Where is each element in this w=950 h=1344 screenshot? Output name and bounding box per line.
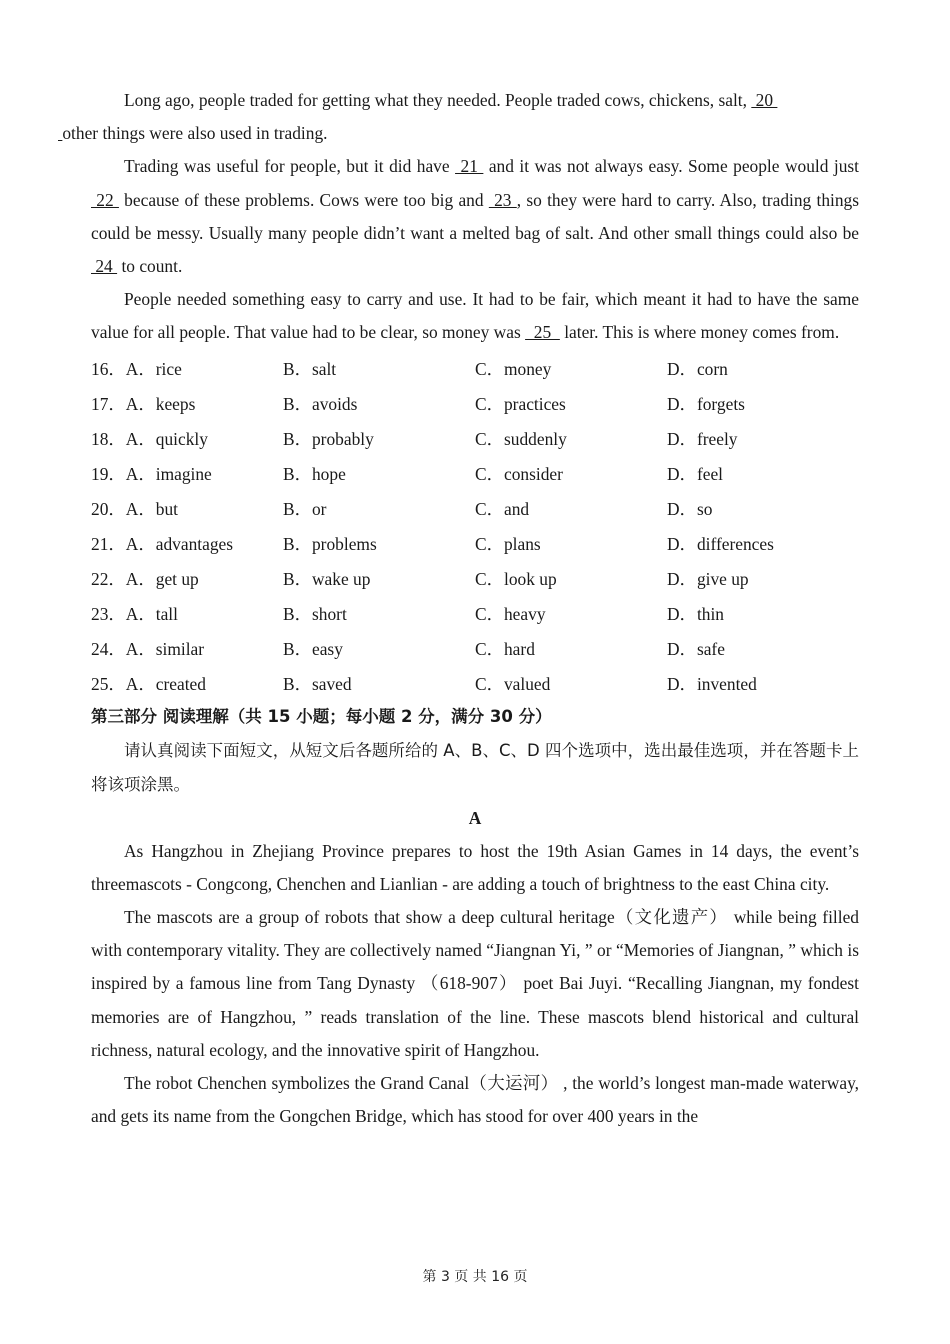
option-a: A．but: [125, 498, 178, 519]
blank-24: 24: [91, 256, 118, 277]
option-d: D．differences: [667, 533, 774, 554]
option-c: C．consider: [475, 463, 563, 484]
question-number: 22．: [91, 568, 126, 589]
section-title: 第三部分 阅读理解（共 15 小题；每小题 2 分，满分 30 分）: [91, 706, 552, 726]
passage-paragraph-2: The mascots are a group of robots that show a deep cultural heritage（文化遗产） while being filled with contemporary vitality. They are collectively named “Jiangnan Yi, ” or “Memories of Jiangnan, ” which is inspired by a famous line from Tang Dynasty （618-907） poet Bai Juyi. “Recalling Jiangnan, my fondest memories are of Hangzhou, ” reads translation of the line. These mascots blend historical and cultural richness, natural ecology, and the innovative spirit of Hangzhou.: [91, 907, 859, 1060]
blank-20: 20: [751, 90, 778, 110]
option-a: A．imagine: [125, 463, 212, 484]
option-b: B．easy: [283, 638, 343, 659]
option-b: B．short: [283, 603, 347, 624]
question-row: [91, 630, 859, 665]
question-number: 20．: [91, 498, 126, 519]
option-d: D．give up: [667, 568, 749, 589]
section-instructions: 请认真阅读下面短文，从短文后各题所给的 A、B、C、D 四个选项中，选出最佳选项，并在答题卡上将该项涂黑。: [91, 740, 859, 794]
option-c: C．hard: [475, 638, 535, 659]
option-a: A．advantages: [125, 533, 234, 554]
question-row: [91, 595, 859, 630]
exam-page: [62, 84, 860, 1133]
blank-21: 21: [455, 156, 484, 177]
option-d: D．forgets: [667, 393, 745, 414]
blank-22: 22: [91, 189, 119, 210]
cloze-paragraph-3: People needed something easy to carry and use. It had to be fair, which meant it had to have the same value for all people. That value had to be clear, so money was 25 later. This is where money comes from.: [91, 289, 859, 343]
question-row: [91, 455, 859, 490]
option-b: B．avoids: [283, 393, 358, 414]
option-c: C．plans: [475, 533, 541, 554]
option-c: C．practices: [475, 393, 566, 414]
option-c: C．heavy: [475, 603, 546, 624]
option-c: C．money: [475, 358, 552, 379]
option-b: B．or: [283, 498, 327, 519]
option-a: A．get up: [125, 568, 199, 589]
option-list: [91, 350, 859, 700]
option-a: A．tall: [125, 603, 178, 624]
option-b: B．probably: [283, 428, 374, 449]
passage-label: A: [468, 807, 482, 828]
option-a: A．created: [125, 673, 206, 694]
question-number: 16．: [91, 358, 126, 379]
question-row: [91, 525, 859, 560]
option-a: A．quickly: [125, 428, 208, 449]
option-a: A．similar: [125, 638, 205, 659]
option-d: D．invented: [667, 673, 757, 694]
option-d: D．corn: [667, 358, 728, 379]
question-row: [91, 665, 859, 700]
question-number: 21．: [91, 533, 126, 554]
question-number: 25．: [91, 673, 126, 694]
cloze-paragraph-1: Long ago, people traded for getting what they needed. People traded cows, chickens, salt, 20 other things were also used in trading.: [91, 84, 859, 150]
blank-23: 23: [488, 189, 517, 210]
option-b: B．hope: [283, 463, 346, 484]
option-b: B．saved: [283, 673, 352, 694]
option-c: C．and: [475, 498, 530, 519]
option-a: A．rice: [125, 358, 182, 379]
option-c: C．valued: [475, 673, 551, 694]
option-d: D．feel: [667, 463, 724, 484]
question-row: [91, 490, 859, 525]
option-d: D．thin: [667, 603, 725, 624]
question-number: 18．: [91, 428, 126, 449]
option-c: C．look up: [475, 568, 557, 589]
option-d: D．freely: [667, 428, 738, 449]
option-b: B．salt: [283, 358, 337, 379]
option-b: B．wake up: [283, 568, 371, 589]
option-a: A．keeps: [125, 393, 196, 414]
option-d: D．safe: [667, 638, 725, 659]
question-number: 17．: [91, 393, 126, 414]
passage-paragraph-1: As Hangzhou in Zhejiang Province prepares to host the 19th Asian Games in 14 days, the event’s threemascots - Congcong, Chenchen and Lianlian - are adding a touch of brightness to the east China city.: [91, 840, 859, 894]
page-footer: 第 3 页 共 16 页: [422, 1269, 528, 1285]
cloze-paragraph-2: Trading was useful for people, but it did have 21 and it was not always easy. Some people would just 22 because of these problems. Cows were too big and 23 , so they were hard to carry. Also, trading things could be messy. Usually many people didn’t want a melted bag of salt. And other small things could also be 24 to count.: [91, 156, 860, 277]
question-row: [91, 350, 859, 385]
question-row: [91, 420, 859, 455]
option-c: C．suddenly: [475, 428, 567, 449]
blank-25: 25: [525, 322, 560, 343]
question-row: [91, 385, 859, 420]
question-row: [91, 560, 859, 595]
option-b: B．problems: [283, 533, 377, 554]
passage-paragraph-3: The robot Chenchen symbolizes the Grand Canal（大运河） , the world’s longest man-made waterway, and gets its name from the Gongchen Bridge, which has stood for over 400 years in the: [91, 1073, 859, 1127]
question-number: 23．: [91, 603, 126, 624]
option-d: D．so: [667, 498, 713, 519]
question-number: 24．: [91, 638, 126, 659]
question-number: 19．: [91, 463, 126, 484]
